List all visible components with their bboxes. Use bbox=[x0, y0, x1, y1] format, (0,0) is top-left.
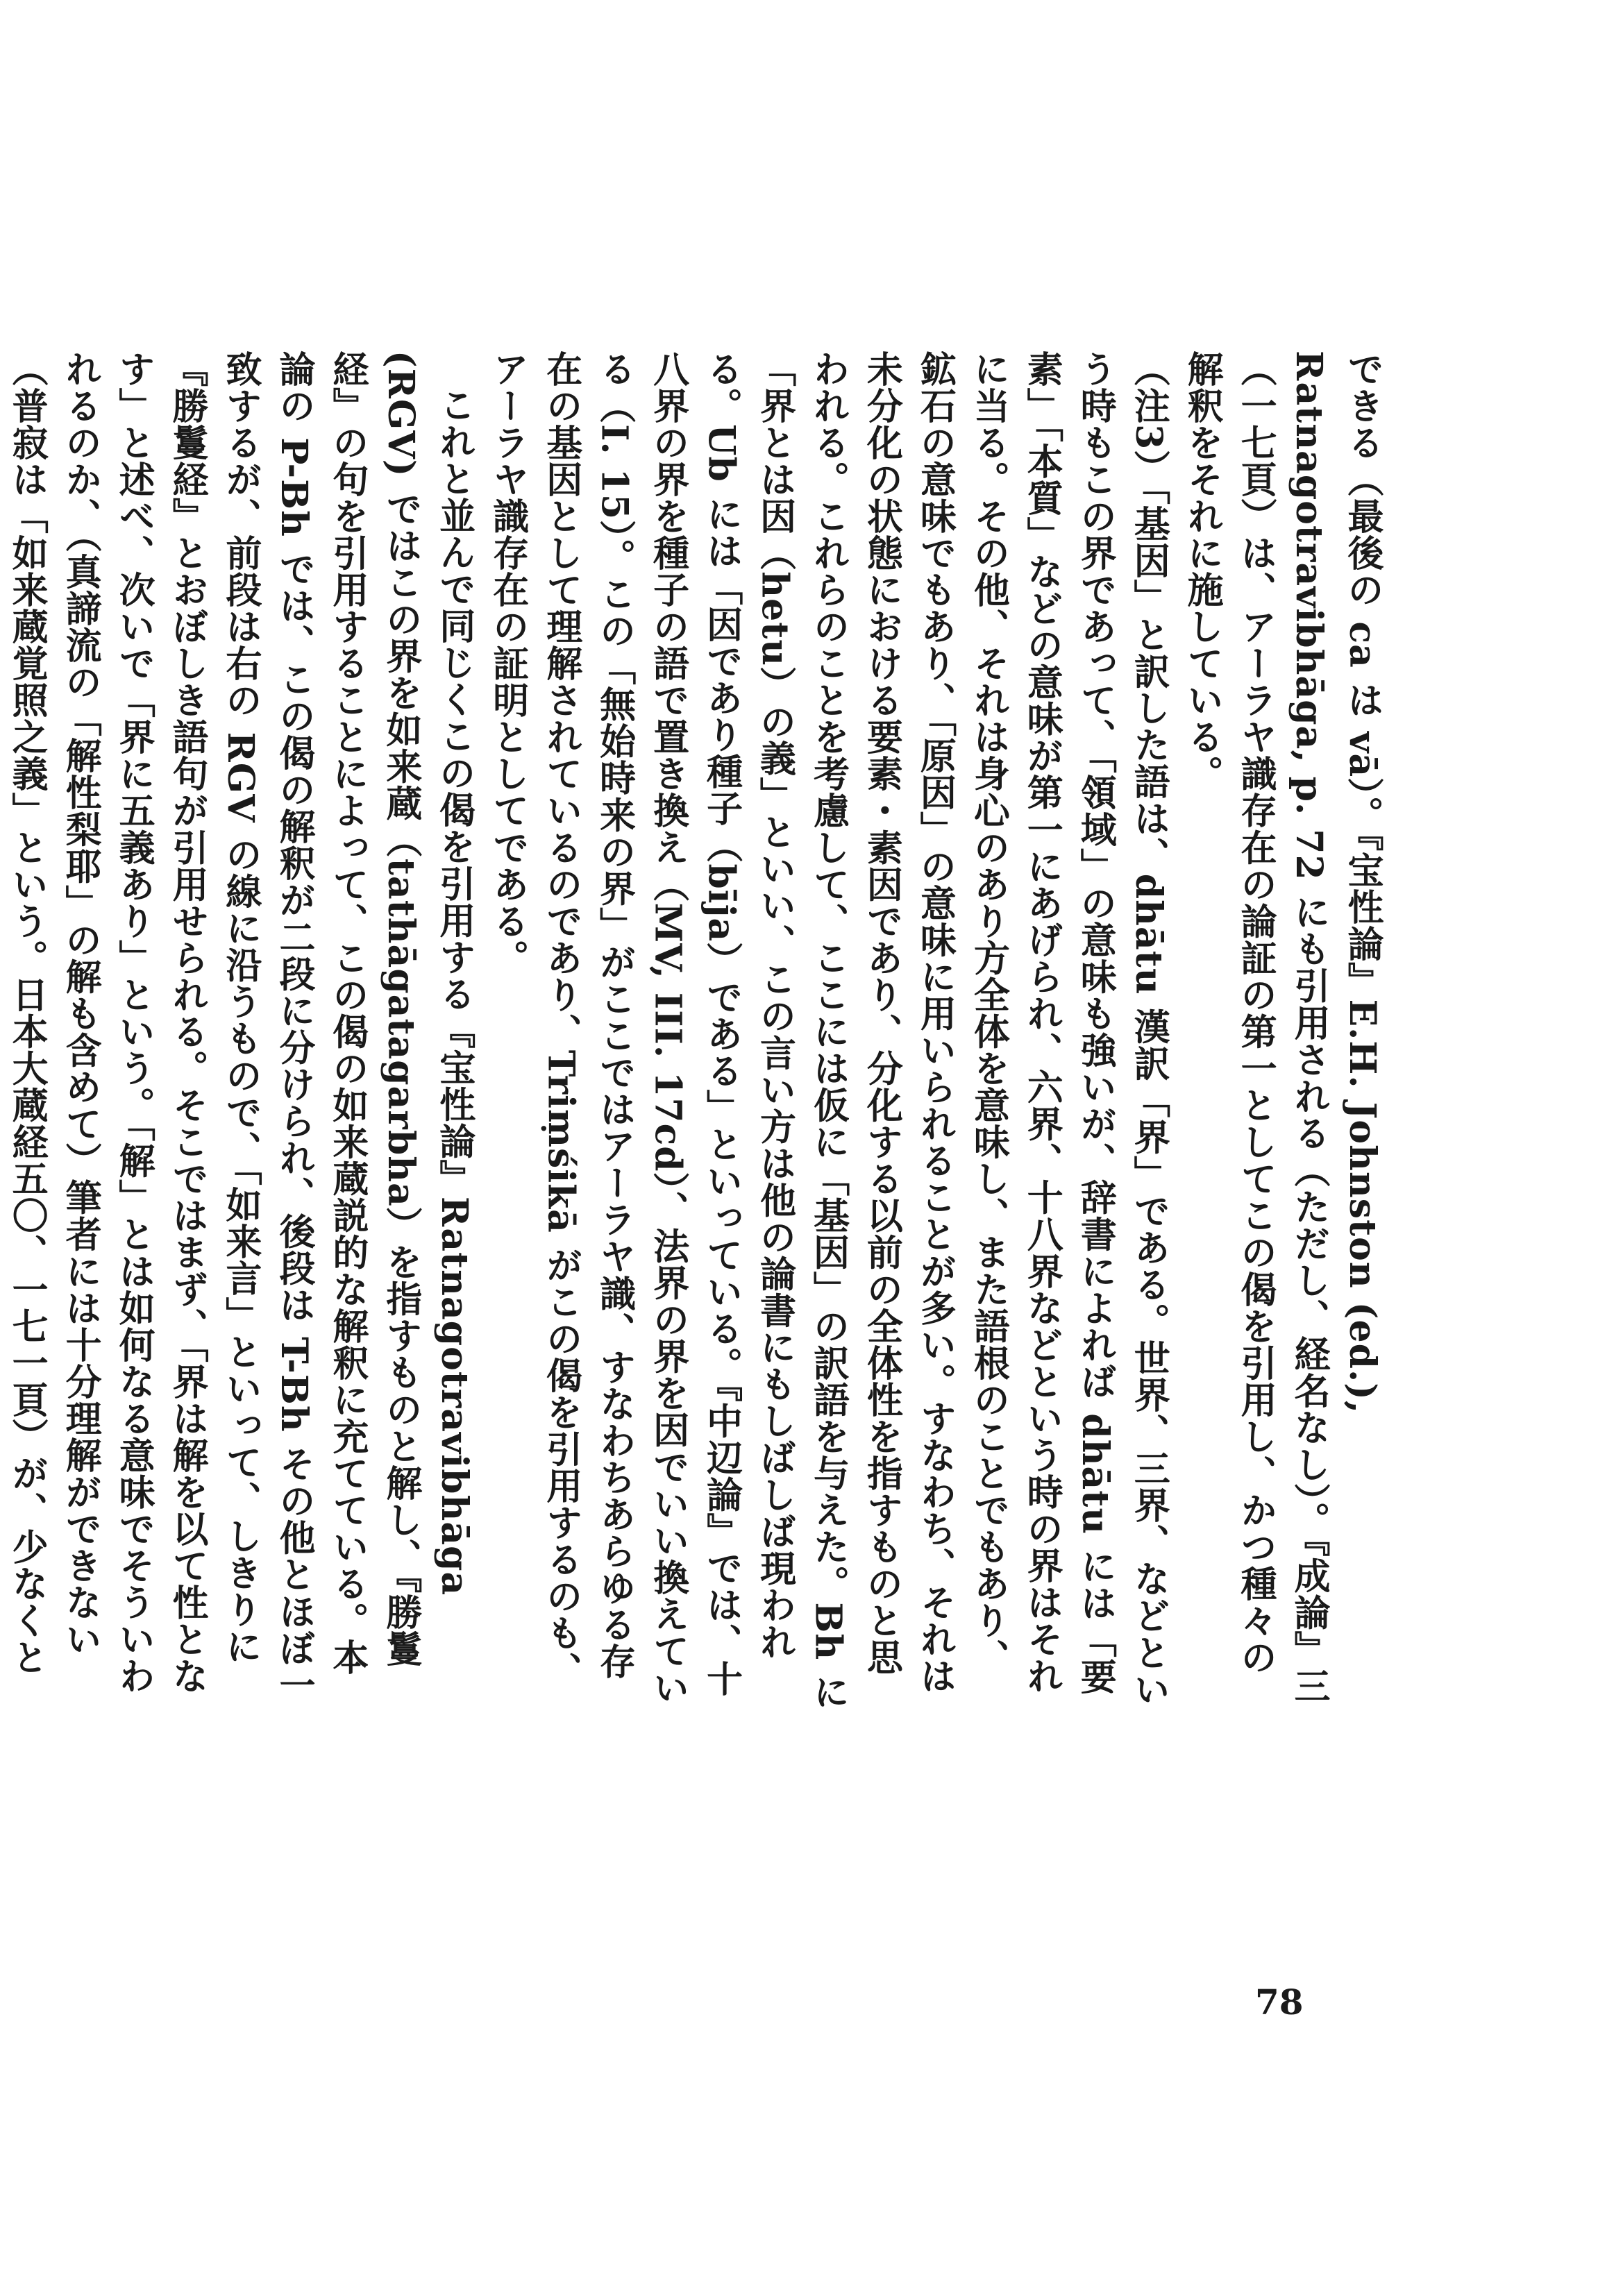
paragraph-1: できる（最後の ca は vā）。『宝性論』E.H. Johnston (ed.), Ratnagotravibhāga, p. 72 にも引用される（ただし、経名なし）。『成論』三（一七頁）は、アーラヤ識存在の論証の第一としてこの偈を引用し、かつ種々の解釈をそれに施している。 bbox=[1181, 351, 1384, 1705]
vertical-text-body bbox=[6, 351, 1388, 1711]
page-number: 78 bbox=[1255, 1982, 1304, 2023]
paragraph-3: これと並んで同じくこの偈を引用する『宝性論』Ratnagotravibhāga (RGV) ではこの界を如来蔵（tathāgatagarbha）を指すものと解し、『勝鬘経』の句を引用することによって、この偈の如来蔵説的な解釈に充てている。本論の P-Bh では、この偈の解釈が二段に分けられ、後段は T-Bh その他とほぼ一致するが、前段は右の RGV の線に沿うもので、「如来言」といって、しきりに『勝鬘経』とおぼしき語句が引用せられる。そこではまず、「界は解を以て性となす」と述べ、次いで「界に五義あり」という。「解」とは如何なる意味でそういわれるのか、（真諦流の「解性梨耶」の解も含めて）筆者には十分理解ができない（普寂は「如来蔵覚照之義」という。日本大蔵経五〇、一七一頁）が、少なくと bbox=[6, 351, 476, 1704]
paragraph-note-3: （注3）「基因」と訳した語は、dhātu 漢訳「界」である。世界、三界、などという時もこの界であって、「領域」の意味も強いが、辞書によれば dhātu には「要素」「本質」などの意味が第一にあげられ、六界、十八界などという時の界はそれに当る。その他、それは身心のあり方全体を意味し、また語根のことでもあり、鉱石の意味でもあり、「原因」の意味に用いられることが多い。すなわち、それは未分化の状態における要素・素因であり、分化する以前の全体性を指すものと思われる。これらのことを考慮して、ここには仮に「基因」の訳語を与えた。Bh に「界とは因（hetu）の義」といい、この言い方は他の論書にもしばしば現われる。Ub には「因であり種子（bīja）である」といっている。『中辺論』では、十八界の界を種子の語で置き換え（MV, III. 17cd）、法界の界を因でいい換えている（I. 15）。この「無始時来の界」がここではアーラヤ識、すなわちあらゆる存在の基因として理解されているのであり、Triṃśikā がこの偈を引用するのも、アーラヤ識存在の証明としてである。 bbox=[486, 351, 1170, 1711]
